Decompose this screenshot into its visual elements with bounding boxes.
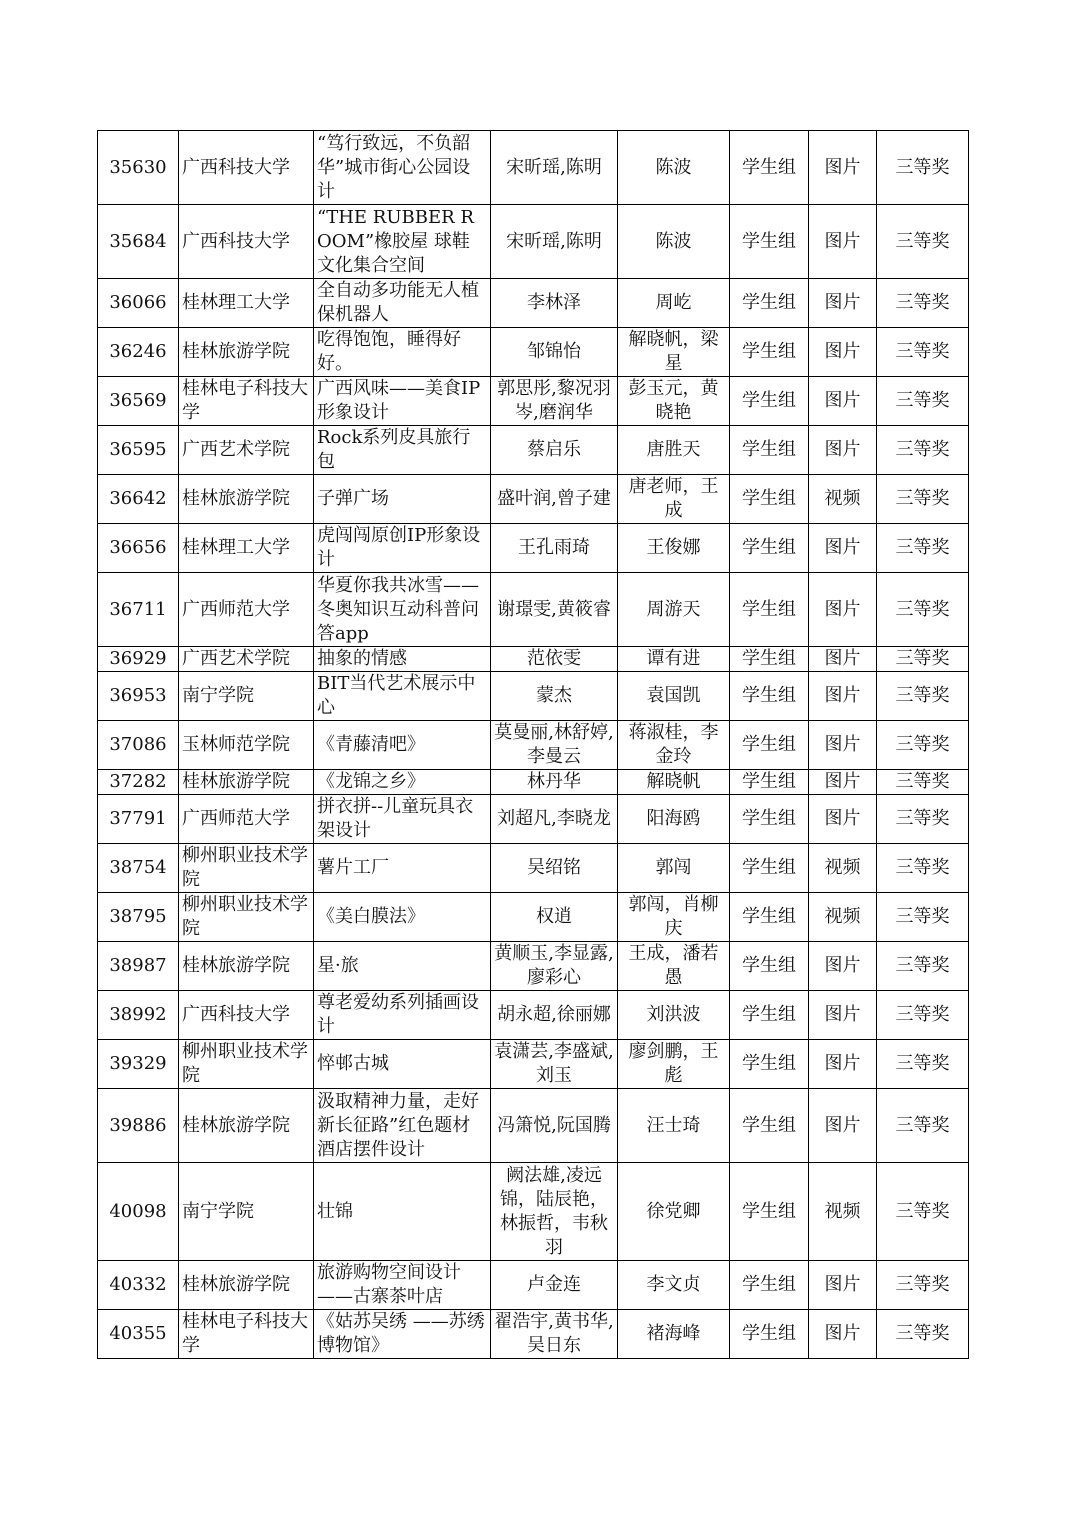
cell-authors: 宋昕瑶,陈明: [491, 205, 618, 279]
cell-group: 学生组: [730, 721, 809, 770]
table-row: [98, 672, 969, 721]
table-row: [98, 1310, 969, 1359]
cell-advisor: 刘洪波: [618, 991, 730, 1040]
cell-title: BIT当代艺术展示中心: [314, 672, 491, 721]
cell-title: “THE RUBBER ROOM”橡胶屋 球鞋文化集合空间: [314, 205, 491, 279]
cell-group: 学生组: [730, 475, 809, 524]
cell-advisor: 王俊娜: [618, 524, 730, 573]
cell-school: 广西艺术学院: [179, 647, 314, 672]
cell-authors: 林丹华: [491, 770, 618, 795]
table-row: [98, 279, 969, 328]
table-row: [98, 1089, 969, 1163]
cell-advisor: 周屹: [618, 279, 730, 328]
table-row: [98, 426, 969, 475]
cell-authors: 冯箫悦,阮国腾: [491, 1089, 618, 1163]
cell-authors: 蒙杰: [491, 672, 618, 721]
cell-id: 36642: [98, 475, 179, 524]
cell-group: 学生组: [730, 1261, 809, 1310]
cell-advisor: 蒋淑桂，李金玲: [618, 721, 730, 770]
cell-type: 图片: [809, 672, 877, 721]
cell-award: 三等奖: [877, 672, 969, 721]
table-row: [98, 721, 969, 770]
cell-type: 视频: [809, 475, 877, 524]
cell-award: 三等奖: [877, 279, 969, 328]
cell-id: 40332: [98, 1261, 179, 1310]
cell-advisor: 周游天: [618, 573, 730, 647]
cell-school: 桂林电子科技大学: [179, 1310, 314, 1359]
cell-group: 学生组: [730, 1163, 809, 1261]
cell-title: “笃行致远，不负韶华”城市街心公园设计: [314, 131, 491, 205]
cell-type: 图片: [809, 1089, 877, 1163]
cell-advisor: 袁国凯: [618, 672, 730, 721]
cell-advisor: 陈波: [618, 131, 730, 205]
cell-advisor: 汪士琦: [618, 1089, 730, 1163]
cell-authors: 王孔雨琦: [491, 524, 618, 573]
cell-award: 三等奖: [877, 1310, 969, 1359]
cell-id: 36569: [98, 377, 179, 426]
table-row: [98, 131, 969, 205]
cell-id: 36953: [98, 672, 179, 721]
cell-school: 广西艺术学院: [179, 426, 314, 475]
cell-title: 壮锦: [314, 1163, 491, 1261]
cell-award: 三等奖: [877, 991, 969, 1040]
cell-title: 悴邨古城: [314, 1040, 491, 1089]
cell-award: 三等奖: [877, 377, 969, 426]
cell-type: 图片: [809, 205, 877, 279]
cell-school: 桂林理工大学: [179, 279, 314, 328]
cell-advisor: 阳海鸥: [618, 795, 730, 844]
cell-title: 尊老爱幼系列插画设计: [314, 991, 491, 1040]
cell-authors: 郭思彤,黎况羽岑,磨润华: [491, 377, 618, 426]
cell-title: 《姑苏吴绣 ——苏绣博物馆》: [314, 1310, 491, 1359]
cell-authors: 吴绍铭: [491, 844, 618, 893]
cell-group: 学生组: [730, 991, 809, 1040]
cell-school: 广西科技大学: [179, 131, 314, 205]
cell-advisor: 褚海峰: [618, 1310, 730, 1359]
cell-id: 35684: [98, 205, 179, 279]
cell-authors: 蔡启乐: [491, 426, 618, 475]
cell-school: 广西科技大学: [179, 991, 314, 1040]
cell-group: 学生组: [730, 1089, 809, 1163]
cell-advisor: 郭闯，肖柳庆: [618, 893, 730, 942]
cell-authors: 李林泽: [491, 279, 618, 328]
cell-type: 图片: [809, 328, 877, 377]
cell-school: 玉林师范学院: [179, 721, 314, 770]
cell-school: 桂林旅游学院: [179, 328, 314, 377]
cell-id: 37086: [98, 721, 179, 770]
cell-type: 图片: [809, 942, 877, 991]
cell-advisor: 解晓帆: [618, 770, 730, 795]
cell-id: 36929: [98, 647, 179, 672]
cell-authors: 袁潇芸,李盛斌,刘玉: [491, 1040, 618, 1089]
cell-award: 三等奖: [877, 475, 969, 524]
cell-type: 图片: [809, 279, 877, 328]
cell-award: 三等奖: [877, 721, 969, 770]
table-body: [98, 131, 969, 1359]
cell-title: 《龙锦之乡》: [314, 770, 491, 795]
cell-advisor: 廖剑鹏，王彪: [618, 1040, 730, 1089]
cell-title: 吃得饱饱，睡得好好。: [314, 328, 491, 377]
cell-award: 三等奖: [877, 524, 969, 573]
cell-authors: 宋昕瑶,陈明: [491, 131, 618, 205]
cell-authors: 黄顺玉,李显露,廖彩心: [491, 942, 618, 991]
cell-award: 三等奖: [877, 893, 969, 942]
cell-type: 视频: [809, 893, 877, 942]
cell-group: 学生组: [730, 279, 809, 328]
cell-advisor: 徐党卿: [618, 1163, 730, 1261]
cell-award: 三等奖: [877, 426, 969, 475]
table-row: [98, 377, 969, 426]
cell-id: 36246: [98, 328, 179, 377]
cell-school: 柳州职业技术学院: [179, 893, 314, 942]
cell-group: 学生组: [730, 1310, 809, 1359]
cell-advisor: 郭闯: [618, 844, 730, 893]
cell-title: Rock系列皮具旅行包: [314, 426, 491, 475]
cell-id: 36711: [98, 573, 179, 647]
cell-id: 36595: [98, 426, 179, 475]
cell-authors: 卢金连: [491, 1261, 618, 1310]
cell-group: 学生组: [730, 377, 809, 426]
cell-title: 子弹广场: [314, 475, 491, 524]
cell-id: 38795: [98, 893, 179, 942]
cell-advisor: 唐老师，王成: [618, 475, 730, 524]
table-row: [98, 475, 969, 524]
cell-school: 南宁学院: [179, 672, 314, 721]
cell-school: 桂林旅游学院: [179, 475, 314, 524]
cell-title: 星·旅: [314, 942, 491, 991]
cell-school: 广西师范大学: [179, 573, 314, 647]
cell-award: 三等奖: [877, 205, 969, 279]
cell-group: 学生组: [730, 1040, 809, 1089]
cell-type: 图片: [809, 1040, 877, 1089]
cell-authors: 谢璟雯,黄筱睿: [491, 573, 618, 647]
cell-type: 视频: [809, 844, 877, 893]
table-row: [98, 795, 969, 844]
cell-award: 三等奖: [877, 942, 969, 991]
table-row: [98, 205, 969, 279]
cell-school: 桂林电子科技大学: [179, 377, 314, 426]
table-row: [98, 1040, 969, 1089]
cell-id: 40355: [98, 1310, 179, 1359]
cell-authors: 权逍: [491, 893, 618, 942]
table-row: [98, 942, 969, 991]
table-row: [98, 770, 969, 795]
cell-type: 图片: [809, 131, 877, 205]
cell-authors: 范依雯: [491, 647, 618, 672]
cell-id: 36066: [98, 279, 179, 328]
cell-advisor: 陈波: [618, 205, 730, 279]
cell-group: 学生组: [730, 426, 809, 475]
cell-school: 桂林旅游学院: [179, 770, 314, 795]
cell-authors: 胡永超,徐丽娜: [491, 991, 618, 1040]
table-row: [98, 844, 969, 893]
cell-award: 三等奖: [877, 795, 969, 844]
cell-group: 学生组: [730, 942, 809, 991]
table-row: [98, 524, 969, 573]
cell-advisor: 王成，潘若愚: [618, 942, 730, 991]
cell-group: 学生组: [730, 770, 809, 795]
cell-type: 图片: [809, 770, 877, 795]
cell-advisor: 唐胜天: [618, 426, 730, 475]
cell-group: 学生组: [730, 573, 809, 647]
cell-group: 学生组: [730, 205, 809, 279]
cell-group: 学生组: [730, 795, 809, 844]
cell-advisor: 李文贞: [618, 1261, 730, 1310]
cell-type: 视频: [809, 1163, 877, 1261]
cell-title: 拼衣拼--儿童玩具衣架设计: [314, 795, 491, 844]
cell-authors: 翟浩宇,黄书华,吴日东: [491, 1310, 618, 1359]
cell-type: 图片: [809, 377, 877, 426]
cell-school: 桂林理工大学: [179, 524, 314, 573]
cell-school: 桂林旅游学院: [179, 1089, 314, 1163]
cell-award: 三等奖: [877, 1163, 969, 1261]
cell-title: 旅游购物空间设计——古寨茶叶店: [314, 1261, 491, 1310]
table-row: [98, 991, 969, 1040]
cell-title: 抽象的情感: [314, 647, 491, 672]
cell-id: 37282: [98, 770, 179, 795]
cell-id: 38754: [98, 844, 179, 893]
cell-award: 三等奖: [877, 844, 969, 893]
cell-type: 图片: [809, 1310, 877, 1359]
cell-group: 学生组: [730, 524, 809, 573]
cell-title: 全自动多功能无人植保机器人: [314, 279, 491, 328]
cell-type: 图片: [809, 426, 877, 475]
cell-advisor: 解晓帆，梁星: [618, 328, 730, 377]
cell-school: 桂林旅游学院: [179, 942, 314, 991]
cell-award: 三等奖: [877, 131, 969, 205]
cell-title: 华夏你我共冰雪——冬奥知识互动科普问答app: [314, 573, 491, 647]
cell-group: 学生组: [730, 647, 809, 672]
cell-school: 南宁学院: [179, 1163, 314, 1261]
cell-type: 图片: [809, 573, 877, 647]
cell-authors: 邹锦怡: [491, 328, 618, 377]
cell-school: 柳州职业技术学院: [179, 1040, 314, 1089]
cell-title: 广西风味——美食IP形象设计: [314, 377, 491, 426]
cell-award: 三等奖: [877, 1089, 969, 1163]
cell-title: 汲取精神力量，走好新长征路”红色题材酒店摆件设计: [314, 1089, 491, 1163]
table-row: [98, 1163, 969, 1261]
cell-award: 三等奖: [877, 1261, 969, 1310]
cell-type: 图片: [809, 991, 877, 1040]
cell-group: 学生组: [730, 672, 809, 721]
cell-title: 薯片工厂: [314, 844, 491, 893]
cell-group: 学生组: [730, 893, 809, 942]
cell-advisor: 彭玉元，黄晓艳: [618, 377, 730, 426]
cell-advisor: 谭有进: [618, 647, 730, 672]
table-row: [98, 893, 969, 942]
cell-id: 38992: [98, 991, 179, 1040]
cell-award: 三等奖: [877, 1040, 969, 1089]
cell-id: 36656: [98, 524, 179, 573]
cell-school: 柳州职业技术学院: [179, 844, 314, 893]
cell-type: 图片: [809, 795, 877, 844]
table-row: [98, 328, 969, 377]
cell-type: 图片: [809, 1261, 877, 1310]
cell-id: 37791: [98, 795, 179, 844]
cell-group: 学生组: [730, 131, 809, 205]
cell-type: 图片: [809, 721, 877, 770]
cell-school: 广西师范大学: [179, 795, 314, 844]
cell-award: 三等奖: [877, 328, 969, 377]
cell-school: 桂林旅游学院: [179, 1261, 314, 1310]
cell-id: 39329: [98, 1040, 179, 1089]
cell-award: 三等奖: [877, 647, 969, 672]
cell-group: 学生组: [730, 844, 809, 893]
cell-id: 35630: [98, 131, 179, 205]
cell-title: 虎闯闯原创IP形象设计: [314, 524, 491, 573]
cell-group: 学生组: [730, 328, 809, 377]
cell-id: 38987: [98, 942, 179, 991]
table-row: [98, 1261, 969, 1310]
table-row: [98, 647, 969, 672]
cell-school: 广西科技大学: [179, 205, 314, 279]
cell-title: 《美白膜法》: [314, 893, 491, 942]
cell-id: 40098: [98, 1163, 179, 1261]
cell-id: 39886: [98, 1089, 179, 1163]
cell-authors: 盛叶润,曾子建: [491, 475, 618, 524]
cell-authors: 阙法雄,凌远锦，陆辰艳，林振哲，韦秋羽: [491, 1163, 618, 1261]
cell-title: 《青藤清吧》: [314, 721, 491, 770]
cell-authors: 莫曼丽,林舒婷,李曼云: [491, 721, 618, 770]
cell-authors: 刘超凡,李晓龙: [491, 795, 618, 844]
cell-award: 三等奖: [877, 770, 969, 795]
cell-type: 图片: [809, 524, 877, 573]
awards-table: [97, 130, 969, 1359]
cell-award: 三等奖: [877, 573, 969, 647]
cell-type: 图片: [809, 647, 877, 672]
table-row: [98, 573, 969, 647]
